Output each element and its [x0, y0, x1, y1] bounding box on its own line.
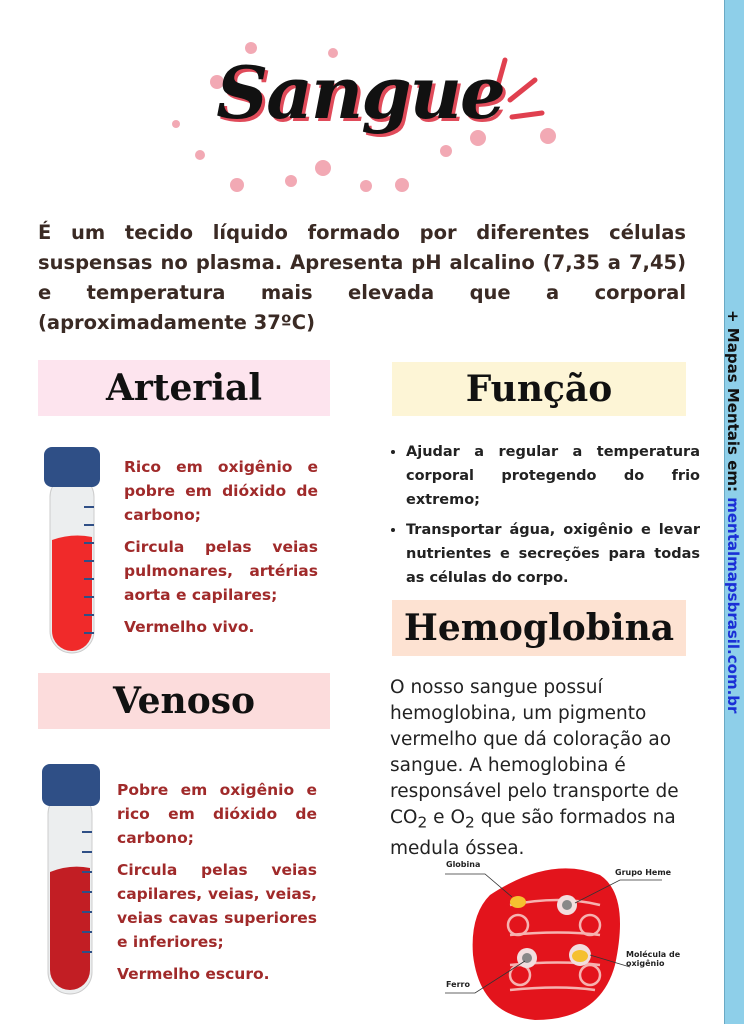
venoso-item: Circula pelas veias capilares, veias, veias, veias cavas superiores e inferiores;: [117, 861, 317, 951]
arterial-item: Circula pelas veias pulmonares, artérias aorta e capilares;: [124, 538, 318, 604]
funcao-item: • Ajudar a regular a temperatura corporal protegendo do frio extremo;: [406, 440, 700, 512]
arterial-heading: Arterial: [38, 360, 330, 416]
venoso-item: Vermelho escuro.: [117, 965, 270, 983]
intro-text: É um tecido líquido formado por diferentes células suspensas no plasma. Apresenta pH alcalino (7,35 a 7,45) e temperatura mais elevada que a corporal (aproximadamente 37ºC): [38, 221, 686, 334]
venoso-list: [117, 778, 317, 994]
arterial-list: [124, 455, 318, 647]
label-grupo-heme: Grupo Heme: [615, 868, 672, 877]
funcao-item: • Transportar água, oxigênio e levar nutrientes e secreções para todas as células do corpo.: [406, 518, 700, 590]
venoso-heading: Venoso: [38, 673, 330, 729]
funcao-heading: Função: [392, 362, 686, 416]
sidebar-url[interactable]: mentalmapsbrasil.com.br: [724, 497, 742, 714]
label-ferro: Ferro: [446, 980, 470, 989]
arterial-item: Vermelho vivo.: [124, 618, 255, 636]
arterial-item: Rico em oxigênio e pobre em dióxido de carbono;: [124, 458, 318, 524]
sidebar-link[interactable]: [724, 310, 742, 713]
funcao-list: [390, 440, 700, 596]
page-title: Sangue: [216, 50, 504, 135]
label-globina: Globina: [446, 860, 481, 869]
hemoglobina-text: O nosso sangue possuí hemoglobina, um pigmento vermelho que dá coloração ao sangue. A hemoglobina é responsável pelo transporte de $CO_2$ e $O_2$ que são formados na medula óssea.: [390, 677, 679, 859]
sidebar-prefix: + Mapas Mentais em:: [724, 310, 742, 498]
arterial-test-tube-icon: [42, 445, 104, 657]
hemoglobin-diagram: [440, 855, 690, 1024]
label-molecula-oxigenio: Molécula de oxigênio: [626, 950, 681, 968]
hemoglobina-heading: Hemoglobina: [392, 600, 686, 656]
venoso-item: Pobre em oxigênio e rico em dióxido de carbono;: [117, 781, 317, 847]
venous-test-tube-icon: [40, 762, 102, 998]
